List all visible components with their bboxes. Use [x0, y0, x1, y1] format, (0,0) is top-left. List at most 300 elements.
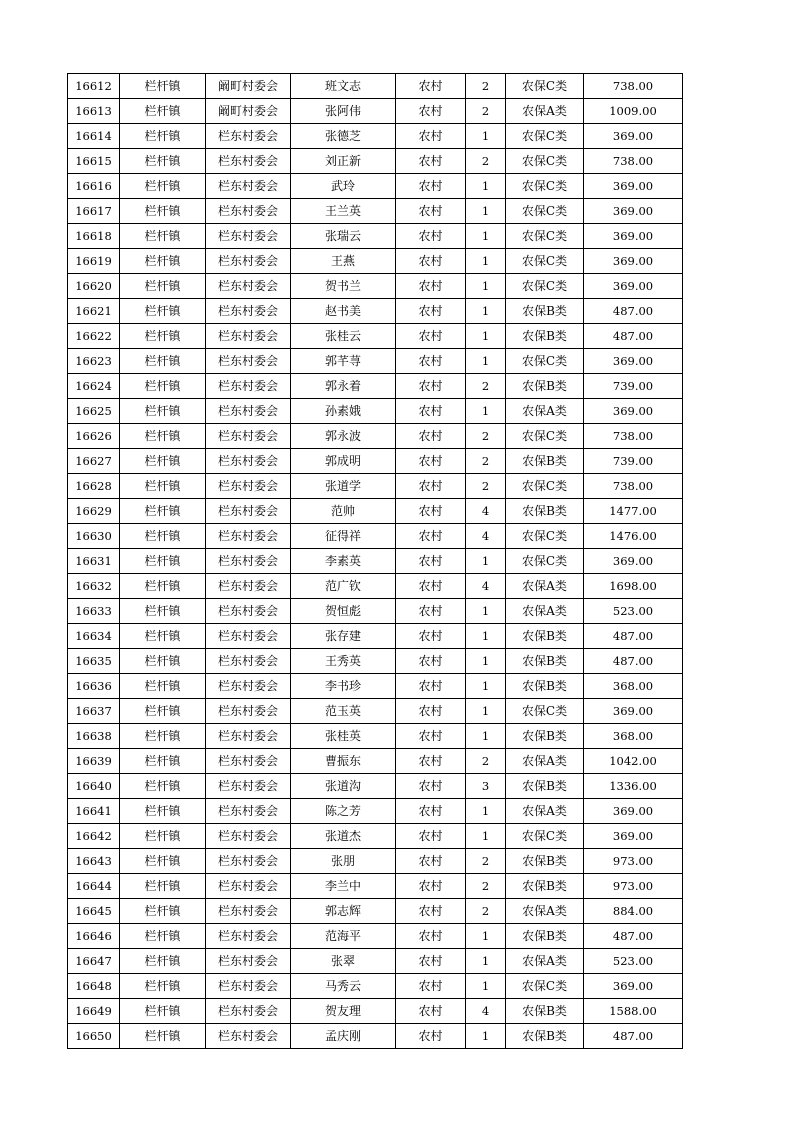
table-row — [68, 324, 683, 349]
insurance-category-cell: 农保A类 — [506, 99, 584, 124]
member-count-cell: 4 — [466, 999, 506, 1024]
insurance-category-cell: 农保B类 — [506, 499, 584, 524]
household-type-cell: 农村 — [396, 649, 466, 674]
name-cell: 孙素娥 — [291, 399, 396, 424]
town-cell: 栏杆镇 — [120, 774, 206, 799]
name-cell: 张瑞云 — [291, 224, 396, 249]
member-count-cell: 1 — [466, 349, 506, 374]
town-cell: 栏杆镇 — [120, 649, 206, 674]
village-committee-cell: 阚町村委会 — [206, 74, 291, 99]
amount-cell: 487.00 — [584, 324, 683, 349]
name-cell: 郭芊荨 — [291, 349, 396, 374]
amount-cell: 369.00 — [584, 699, 683, 724]
member-count-cell: 1 — [466, 224, 506, 249]
row-id-cell: 16613 — [68, 99, 120, 124]
row-id-cell: 16617 — [68, 199, 120, 224]
household-type-cell: 农村 — [396, 399, 466, 424]
member-count-cell: 1 — [466, 399, 506, 424]
household-type-cell: 农村 — [396, 824, 466, 849]
name-cell: 王兰英 — [291, 199, 396, 224]
insurance-category-cell: 农保B类 — [506, 624, 584, 649]
household-type-cell: 农村 — [396, 949, 466, 974]
household-type-cell: 农村 — [396, 974, 466, 999]
member-count-cell: 1 — [466, 249, 506, 274]
amount-cell: 487.00 — [584, 1024, 683, 1049]
name-cell: 李书珍 — [291, 674, 396, 699]
town-cell: 栏杆镇 — [120, 549, 206, 574]
name-cell: 张存建 — [291, 624, 396, 649]
amount-cell: 369.00 — [584, 274, 683, 299]
amount-cell: 369.00 — [584, 399, 683, 424]
amount-cell: 369.00 — [584, 199, 683, 224]
town-cell: 栏杆镇 — [120, 99, 206, 124]
household-type-cell: 农村 — [396, 699, 466, 724]
village-committee-cell: 栏东村委会 — [206, 374, 291, 399]
row-id-cell: 16612 — [68, 74, 120, 99]
member-count-cell: 1 — [466, 974, 506, 999]
table-row — [68, 274, 683, 299]
household-type-cell: 农村 — [396, 474, 466, 499]
town-cell: 栏杆镇 — [120, 724, 206, 749]
table-row — [68, 299, 683, 324]
member-count-cell: 2 — [466, 74, 506, 99]
amount-cell: 369.00 — [584, 549, 683, 574]
table-row — [68, 1024, 683, 1049]
town-cell: 栏杆镇 — [120, 274, 206, 299]
village-committee-cell: 栏东村委会 — [206, 799, 291, 824]
name-cell: 王燕 — [291, 249, 396, 274]
household-type-cell: 农村 — [396, 999, 466, 1024]
table-row — [68, 99, 683, 124]
name-cell: 刘正新 — [291, 149, 396, 174]
household-type-cell: 农村 — [396, 724, 466, 749]
insurance-category-cell: 农保C类 — [506, 824, 584, 849]
town-cell: 栏杆镇 — [120, 224, 206, 249]
village-committee-cell: 栏东村委会 — [206, 749, 291, 774]
household-type-cell: 农村 — [396, 774, 466, 799]
village-committee-cell: 栏东村委会 — [206, 699, 291, 724]
row-id-cell: 16621 — [68, 299, 120, 324]
member-count-cell: 2 — [466, 474, 506, 499]
village-committee-cell: 栏东村委会 — [206, 649, 291, 674]
town-cell: 栏杆镇 — [120, 474, 206, 499]
village-committee-cell: 栏东村委会 — [206, 349, 291, 374]
town-cell: 栏杆镇 — [120, 874, 206, 899]
name-cell: 曹振东 — [291, 749, 396, 774]
row-id-cell: 16637 — [68, 699, 120, 724]
member-count-cell: 4 — [466, 499, 506, 524]
name-cell: 李兰中 — [291, 874, 396, 899]
household-type-cell: 农村 — [396, 624, 466, 649]
amount-cell: 487.00 — [584, 624, 683, 649]
table-row — [68, 599, 683, 624]
member-count-cell: 2 — [466, 449, 506, 474]
insurance-category-cell: 农保C类 — [506, 424, 584, 449]
row-id-cell: 16645 — [68, 899, 120, 924]
town-cell: 栏杆镇 — [120, 749, 206, 774]
member-count-cell: 1 — [466, 824, 506, 849]
member-count-cell: 2 — [466, 749, 506, 774]
household-type-cell: 农村 — [396, 374, 466, 399]
amount-cell: 1477.00 — [584, 499, 683, 524]
table-row — [68, 74, 683, 99]
household-type-cell: 农村 — [396, 799, 466, 824]
town-cell: 栏杆镇 — [120, 1024, 206, 1049]
village-committee-cell: 栏东村委会 — [206, 224, 291, 249]
amount-cell: 369.00 — [584, 824, 683, 849]
row-id-cell: 16627 — [68, 449, 120, 474]
member-count-cell: 1 — [466, 624, 506, 649]
row-id-cell: 16615 — [68, 149, 120, 174]
amount-cell: 523.00 — [584, 949, 683, 974]
row-id-cell: 16646 — [68, 924, 120, 949]
village-committee-cell: 阚町村委会 — [206, 99, 291, 124]
town-cell: 栏杆镇 — [120, 949, 206, 974]
household-type-cell: 农村 — [396, 99, 466, 124]
row-id-cell: 16616 — [68, 174, 120, 199]
table-row — [68, 249, 683, 274]
town-cell: 栏杆镇 — [120, 424, 206, 449]
village-committee-cell: 栏东村委会 — [206, 849, 291, 874]
town-cell: 栏杆镇 — [120, 849, 206, 874]
table-row — [68, 699, 683, 724]
member-count-cell: 1 — [466, 124, 506, 149]
insurance-category-cell: 农保A类 — [506, 574, 584, 599]
village-committee-cell: 栏东村委会 — [206, 449, 291, 474]
name-cell: 王秀英 — [291, 649, 396, 674]
table-row — [68, 399, 683, 424]
member-count-cell: 1 — [466, 599, 506, 624]
row-id-cell: 16626 — [68, 424, 120, 449]
row-id-cell: 16625 — [68, 399, 120, 424]
table-row — [68, 524, 683, 549]
village-committee-cell: 栏东村委会 — [206, 149, 291, 174]
row-id-cell: 16635 — [68, 649, 120, 674]
insurance-category-cell: 农保B类 — [506, 774, 584, 799]
village-committee-cell: 栏东村委会 — [206, 324, 291, 349]
row-id-cell: 16634 — [68, 624, 120, 649]
member-count-cell: 3 — [466, 774, 506, 799]
amount-cell: 369.00 — [584, 174, 683, 199]
row-id-cell: 16614 — [68, 124, 120, 149]
insurance-category-cell: 农保A类 — [506, 599, 584, 624]
village-committee-cell: 栏东村委会 — [206, 999, 291, 1024]
household-type-cell: 农村 — [396, 749, 466, 774]
amount-cell: 738.00 — [584, 424, 683, 449]
village-committee-cell: 栏东村委会 — [206, 674, 291, 699]
table-row — [68, 999, 683, 1024]
table-row — [68, 724, 683, 749]
insurance-category-cell: 农保B类 — [506, 374, 584, 399]
name-cell: 张道学 — [291, 474, 396, 499]
village-committee-cell: 栏东村委会 — [206, 774, 291, 799]
row-id-cell: 16648 — [68, 974, 120, 999]
insurance-category-cell: 农保C类 — [506, 524, 584, 549]
member-count-cell: 4 — [466, 524, 506, 549]
member-count-cell: 2 — [466, 374, 506, 399]
insurance-category-cell: 农保C类 — [506, 474, 584, 499]
row-id-cell: 16632 — [68, 574, 120, 599]
insurance-category-cell: 农保B类 — [506, 649, 584, 674]
table-row — [68, 874, 683, 899]
household-type-cell: 农村 — [396, 274, 466, 299]
table-row — [68, 799, 683, 824]
table-row — [68, 574, 683, 599]
row-id-cell: 16639 — [68, 749, 120, 774]
data-table — [67, 73, 683, 1049]
household-type-cell: 农村 — [396, 224, 466, 249]
insurance-category-cell: 农保B类 — [506, 324, 584, 349]
town-cell: 栏杆镇 — [120, 399, 206, 424]
household-type-cell: 农村 — [396, 499, 466, 524]
name-cell: 郭成明 — [291, 449, 396, 474]
name-cell: 贺书兰 — [291, 274, 396, 299]
village-committee-cell: 栏东村委会 — [206, 549, 291, 574]
town-cell: 栏杆镇 — [120, 974, 206, 999]
amount-cell: 738.00 — [584, 474, 683, 499]
name-cell: 郭志辉 — [291, 899, 396, 924]
row-id-cell: 16641 — [68, 799, 120, 824]
name-cell: 孟庆刚 — [291, 1024, 396, 1049]
amount-cell: 369.00 — [584, 349, 683, 374]
name-cell: 赵书美 — [291, 299, 396, 324]
town-cell: 栏杆镇 — [120, 899, 206, 924]
table-row — [68, 949, 683, 974]
village-committee-cell: 栏东村委会 — [206, 924, 291, 949]
insurance-category-cell: 农保B类 — [506, 449, 584, 474]
name-cell: 李素英 — [291, 549, 396, 574]
name-cell: 张德芝 — [291, 124, 396, 149]
insurance-category-cell: 农保A类 — [506, 749, 584, 774]
amount-cell: 369.00 — [584, 249, 683, 274]
household-type-cell: 农村 — [396, 449, 466, 474]
insurance-category-cell: 农保B类 — [506, 999, 584, 1024]
table-row — [68, 549, 683, 574]
name-cell: 张朋 — [291, 849, 396, 874]
name-cell: 陈之芳 — [291, 799, 396, 824]
town-cell: 栏杆镇 — [120, 499, 206, 524]
member-count-cell: 1 — [466, 924, 506, 949]
household-type-cell: 农村 — [396, 299, 466, 324]
member-count-cell: 1 — [466, 674, 506, 699]
village-committee-cell: 栏东村委会 — [206, 599, 291, 624]
row-id-cell: 16642 — [68, 824, 120, 849]
name-cell: 范海平 — [291, 924, 396, 949]
row-id-cell: 16631 — [68, 549, 120, 574]
member-count-cell: 1 — [466, 724, 506, 749]
village-committee-cell: 栏东村委会 — [206, 974, 291, 999]
name-cell: 张道沟 — [291, 774, 396, 799]
town-cell: 栏杆镇 — [120, 524, 206, 549]
town-cell: 栏杆镇 — [120, 824, 206, 849]
town-cell: 栏杆镇 — [120, 999, 206, 1024]
town-cell: 栏杆镇 — [120, 324, 206, 349]
household-type-cell: 农村 — [396, 574, 466, 599]
row-id-cell: 16628 — [68, 474, 120, 499]
table-row — [68, 174, 683, 199]
village-committee-cell: 栏东村委会 — [206, 574, 291, 599]
household-type-cell: 农村 — [396, 924, 466, 949]
town-cell: 栏杆镇 — [120, 199, 206, 224]
table-row — [68, 224, 683, 249]
town-cell: 栏杆镇 — [120, 449, 206, 474]
insurance-category-cell: 农保C类 — [506, 124, 584, 149]
amount-cell: 1588.00 — [584, 999, 683, 1024]
town-cell: 栏杆镇 — [120, 299, 206, 324]
table-row — [68, 499, 683, 524]
amount-cell: 884.00 — [584, 899, 683, 924]
amount-cell: 369.00 — [584, 799, 683, 824]
amount-cell: 523.00 — [584, 599, 683, 624]
amount-cell: 487.00 — [584, 649, 683, 674]
insurance-category-cell: 农保B类 — [506, 874, 584, 899]
household-type-cell: 农村 — [396, 124, 466, 149]
amount-cell: 1476.00 — [584, 524, 683, 549]
row-id-cell: 16649 — [68, 999, 120, 1024]
amount-cell: 368.00 — [584, 724, 683, 749]
table-row — [68, 149, 683, 174]
member-count-cell: 1 — [466, 299, 506, 324]
member-count-cell: 2 — [466, 899, 506, 924]
table-row — [68, 424, 683, 449]
town-cell: 栏杆镇 — [120, 374, 206, 399]
amount-cell: 973.00 — [584, 874, 683, 899]
member-count-cell: 2 — [466, 874, 506, 899]
amount-cell: 368.00 — [584, 674, 683, 699]
household-type-cell: 农村 — [396, 249, 466, 274]
row-id-cell: 16640 — [68, 774, 120, 799]
amount-cell: 487.00 — [584, 299, 683, 324]
name-cell: 马秀云 — [291, 974, 396, 999]
household-type-cell: 农村 — [396, 199, 466, 224]
insurance-category-cell: 农保C类 — [506, 274, 584, 299]
village-committee-cell: 栏东村委会 — [206, 299, 291, 324]
household-type-cell: 农村 — [396, 549, 466, 574]
row-id-cell: 16643 — [68, 849, 120, 874]
row-id-cell: 16618 — [68, 224, 120, 249]
household-type-cell: 农村 — [396, 874, 466, 899]
name-cell: 张翠 — [291, 949, 396, 974]
member-count-cell: 2 — [466, 149, 506, 174]
insurance-category-cell: 农保A类 — [506, 899, 584, 924]
household-type-cell: 农村 — [396, 349, 466, 374]
household-type-cell: 农村 — [396, 849, 466, 874]
household-type-cell: 农村 — [396, 599, 466, 624]
row-id-cell: 16623 — [68, 349, 120, 374]
insurance-category-cell: 农保C类 — [506, 174, 584, 199]
household-type-cell: 农村 — [396, 149, 466, 174]
row-id-cell: 16650 — [68, 1024, 120, 1049]
row-id-cell: 16644 — [68, 874, 120, 899]
row-id-cell: 16629 — [68, 499, 120, 524]
amount-cell: 738.00 — [584, 74, 683, 99]
household-type-cell: 农村 — [396, 174, 466, 199]
table-row — [68, 349, 683, 374]
amount-cell: 369.00 — [584, 124, 683, 149]
member-count-cell: 1 — [466, 199, 506, 224]
name-cell: 范广钦 — [291, 574, 396, 599]
amount-cell: 1009.00 — [584, 99, 683, 124]
member-count-cell: 4 — [466, 574, 506, 599]
table-row — [68, 849, 683, 874]
member-count-cell: 2 — [466, 424, 506, 449]
village-committee-cell: 栏东村委会 — [206, 1024, 291, 1049]
village-committee-cell: 栏东村委会 — [206, 399, 291, 424]
amount-cell: 738.00 — [584, 149, 683, 174]
member-count-cell: 1 — [466, 949, 506, 974]
village-committee-cell: 栏东村委会 — [206, 499, 291, 524]
town-cell: 栏杆镇 — [120, 249, 206, 274]
insurance-category-cell: 农保B类 — [506, 1024, 584, 1049]
row-id-cell: 16624 — [68, 374, 120, 399]
member-count-cell: 2 — [466, 849, 506, 874]
amount-cell: 369.00 — [584, 974, 683, 999]
row-id-cell: 16638 — [68, 724, 120, 749]
insurance-category-cell: 农保C类 — [506, 974, 584, 999]
member-count-cell: 2 — [466, 99, 506, 124]
household-type-cell: 农村 — [396, 899, 466, 924]
insurance-category-cell: 农保C类 — [506, 699, 584, 724]
member-count-cell: 1 — [466, 699, 506, 724]
name-cell: 贺恒彪 — [291, 599, 396, 624]
table-row — [68, 749, 683, 774]
household-type-cell: 农村 — [396, 74, 466, 99]
name-cell: 张道杰 — [291, 824, 396, 849]
member-count-cell: 1 — [466, 324, 506, 349]
village-committee-cell: 栏东村委会 — [206, 824, 291, 849]
table-row — [68, 199, 683, 224]
name-cell: 张桂英 — [291, 724, 396, 749]
member-count-cell: 1 — [466, 799, 506, 824]
insurance-category-cell: 农保B类 — [506, 724, 584, 749]
town-cell: 栏杆镇 — [120, 674, 206, 699]
row-id-cell: 16630 — [68, 524, 120, 549]
table-row — [68, 124, 683, 149]
town-cell: 栏杆镇 — [120, 574, 206, 599]
household-type-cell: 农村 — [396, 524, 466, 549]
insurance-category-cell: 农保B类 — [506, 299, 584, 324]
insurance-category-cell: 农保B类 — [506, 849, 584, 874]
town-cell: 栏杆镇 — [120, 349, 206, 374]
village-committee-cell: 栏东村委会 — [206, 424, 291, 449]
table-row — [68, 449, 683, 474]
table-row — [68, 374, 683, 399]
village-committee-cell: 栏东村委会 — [206, 274, 291, 299]
row-id-cell: 16620 — [68, 274, 120, 299]
name-cell: 班文志 — [291, 74, 396, 99]
village-committee-cell: 栏东村委会 — [206, 724, 291, 749]
row-id-cell: 16622 — [68, 324, 120, 349]
town-cell: 栏杆镇 — [120, 174, 206, 199]
name-cell: 武玲 — [291, 174, 396, 199]
town-cell: 栏杆镇 — [120, 599, 206, 624]
name-cell: 郭永波 — [291, 424, 396, 449]
village-committee-cell: 栏东村委会 — [206, 199, 291, 224]
town-cell: 栏杆镇 — [120, 699, 206, 724]
town-cell: 栏杆镇 — [120, 799, 206, 824]
village-committee-cell: 栏东村委会 — [206, 949, 291, 974]
insurance-category-cell: 农保B类 — [506, 674, 584, 699]
insurance-category-cell: 农保C类 — [506, 349, 584, 374]
amount-cell: 1336.00 — [584, 774, 683, 799]
household-type-cell: 农村 — [396, 424, 466, 449]
member-count-cell: 1 — [466, 274, 506, 299]
table-row — [68, 674, 683, 699]
insurance-category-cell: 农保A类 — [506, 799, 584, 824]
insurance-category-cell: 农保A类 — [506, 949, 584, 974]
row-id-cell: 16636 — [68, 674, 120, 699]
name-cell: 郭永着 — [291, 374, 396, 399]
